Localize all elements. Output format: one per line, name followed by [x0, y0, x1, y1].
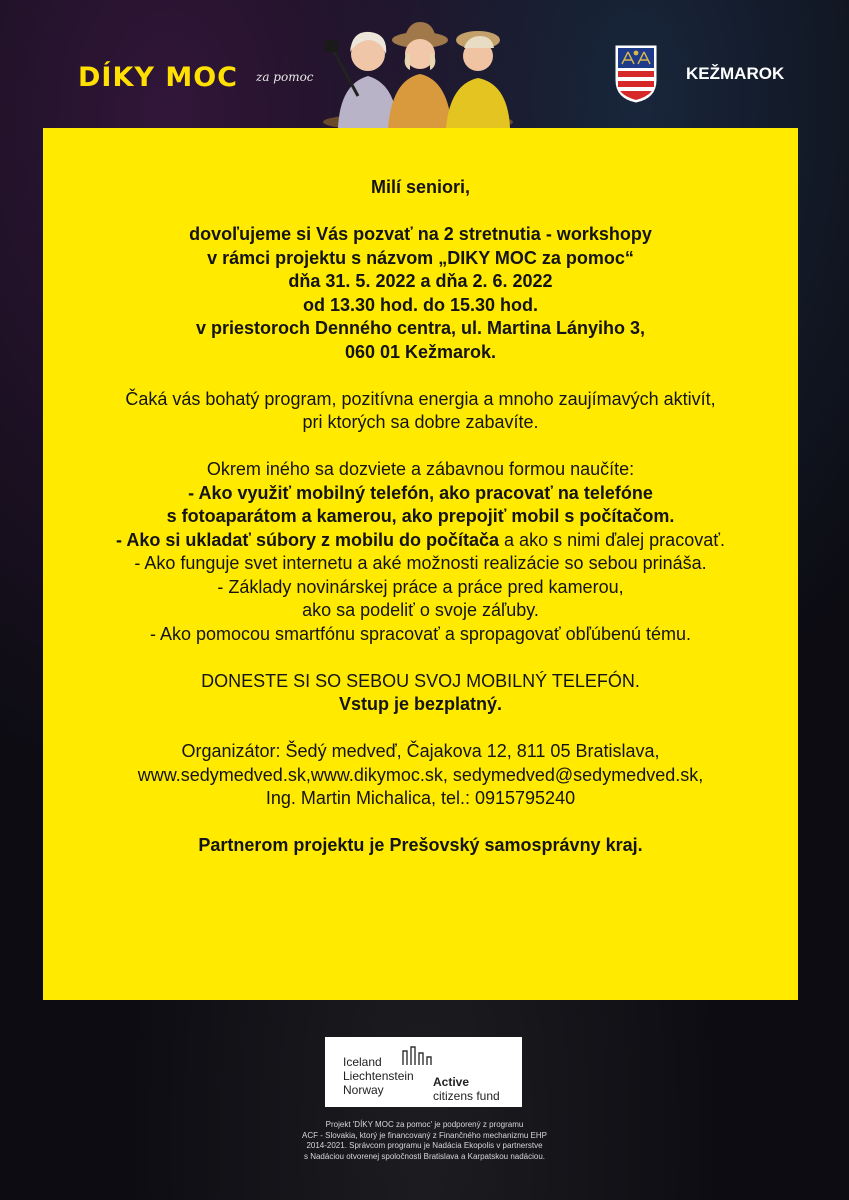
- country-norway: Norway: [343, 1083, 384, 1097]
- learn-intro: Okrem iného sa dozviete a zábavnou formou naučíte:: [206, 459, 635, 479]
- invitation-text: [43, 176, 798, 858]
- organizer-line: Organizátor: Šedý medveď, Čajakova 12, 811 05 Bratislava,: [181, 741, 660, 761]
- learn-item: - Ako funguje svet internetu a aké možnosti realizácie so sebou prináša.: [134, 553, 707, 573]
- program-text: Čaká vás bohatý program, pozitívna energia a mnoho zaujímavých aktivít,: [125, 388, 716, 409]
- learn-item: [43, 529, 798, 553]
- learn-item: ako sa podeliť o svoje záľuby.: [302, 600, 539, 620]
- active-citizens-fund-logo: [325, 1037, 522, 1107]
- footnote-line: s Nadáciou otvorenej spoločnosti Bratislava a Karpatskou nadáciou.: [303, 1151, 546, 1161]
- footnote-line: Projekt 'DÍKY MOC za pomoc' je podporený z programu: [325, 1120, 524, 1129]
- organizer-contacts: www.sedymedved.sk,www.dikymoc.sk, sedymedved@sedymedved.sk,: [137, 764, 704, 785]
- country-iceland: Iceland: [343, 1055, 382, 1069]
- fund-name-line2: citizens fund: [433, 1089, 500, 1103]
- brand-logo-text: DÍKY MOC: [78, 62, 238, 93]
- country-liechtenstein: Liechtenstein: [343, 1069, 414, 1083]
- free-entry: Vstup je bezplatný.: [338, 694, 503, 714]
- learn-item: - Ako využiť mobilný telefón, ako pracovať na telefóne: [188, 482, 653, 503]
- bring-phone-notice: DONESTE SI SO SEBOU SVOJ MOBILNÝ TELEFÓN.: [201, 670, 640, 691]
- partner-line: Partnerom projektu je Prešovský samosprávny kraj.: [198, 835, 643, 855]
- learn-item: - Základy novinárskej práce a práce pred kamerou,: [217, 576, 624, 597]
- city-name: KEŽMAROK: [686, 64, 785, 83]
- fund-name-line1: Active: [433, 1075, 470, 1089]
- footnote-line: 2014-2021. Správcom programu je Nadácia Ekopolis v partnerstve: [306, 1141, 543, 1150]
- invite-date: dňa 31. 5. 2022 a dňa 2. 6. 2022: [288, 271, 553, 291]
- invite-line: v rámci projektu s názvom „DIKY MOC za pomoc“: [207, 247, 634, 268]
- invite-line: dovoľujeme si Vás pozvať na 2 stretnutia - workshopy: [189, 224, 652, 244]
- seniors-selfie-photo: [318, 14, 518, 128]
- invite-place: v priestoroch Denného centra, ul. Martina Lányiho 3,: [195, 318, 646, 338]
- brand-subtitle: za pomoc: [256, 70, 314, 84]
- program-text: pri ktorých sa dobre zabavíte.: [302, 412, 539, 432]
- greeting: Milí seniori,: [370, 177, 471, 197]
- learn-item-rest: a ako s nimi ďalej pracovať.: [499, 529, 725, 550]
- funding-footnote: [262, 1120, 587, 1162]
- learn-item: - Ako pomocou smartfónu spracovať a spropagovať obľúbenú tému.: [149, 623, 692, 644]
- kezmarok-crest-icon: [614, 44, 658, 104]
- header: [0, 0, 849, 128]
- footnote-line: ACF - Slovakia, ktorý je financovaný z Finančného mechanizmu EHP: [302, 1130, 547, 1140]
- invite-place: 060 01 Kežmarok.: [344, 341, 497, 362]
- learn-item-bold: - Ako si ukladať súbory z mobilu do počítača: [116, 529, 500, 550]
- learn-item: s fotoaparátom a kamerou, ako prepojiť mobil s počítačom.: [166, 506, 675, 526]
- eea-grants-icon: [401, 1045, 435, 1067]
- invite-time: od 13.30 hod. do 15.30 hod.: [302, 294, 539, 315]
- organizer-person: Ing. Martin Michalica, tel.: 0915795240: [265, 788, 576, 808]
- invitation-card: [43, 128, 798, 1000]
